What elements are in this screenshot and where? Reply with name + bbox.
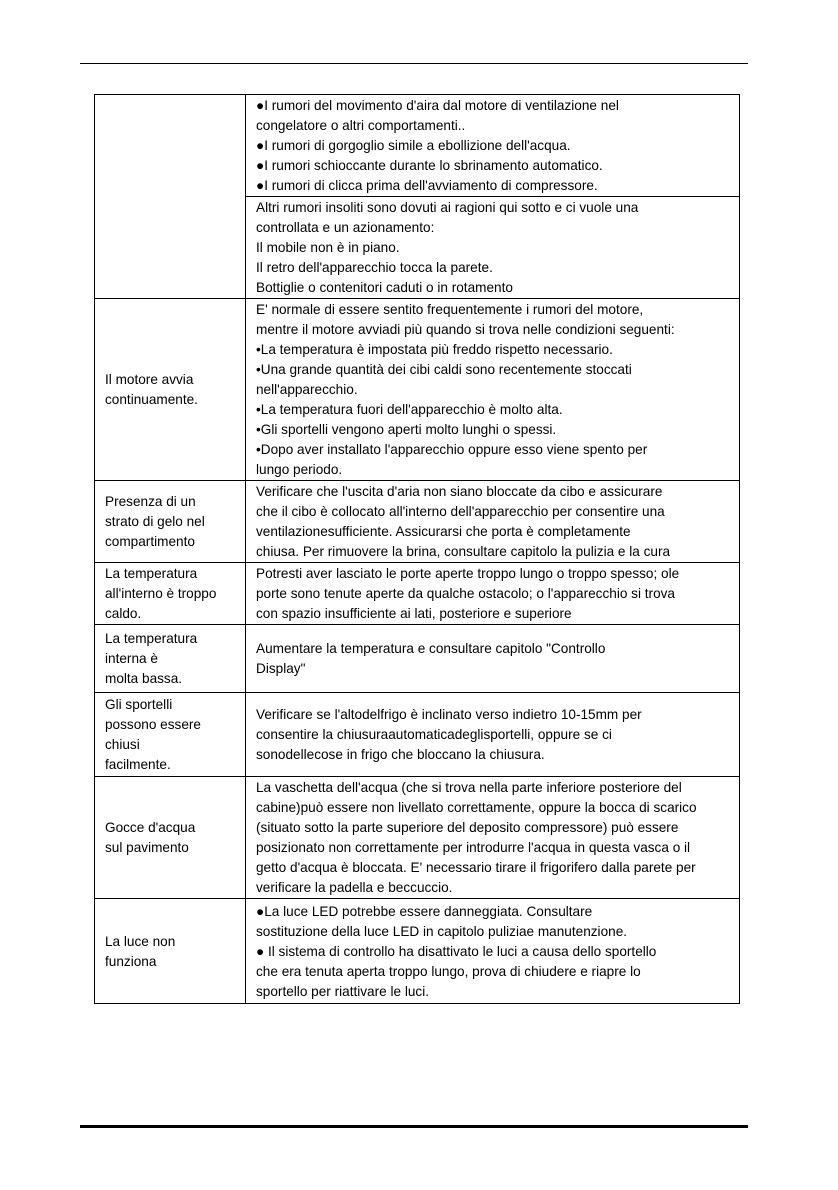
- problem-line: chiusi: [105, 737, 140, 752]
- problem-line: Presenza di un: [105, 494, 196, 509]
- solution-line: che era tenuta aperta troppo lungo, prova di chiudere e riapre lo: [256, 963, 641, 979]
- solution-line: ●I rumori del movimento d'aira dal motore di ventilazione nel: [256, 98, 619, 113]
- problem-line: sul pavimento: [105, 840, 189, 855]
- problem-line: La luce non: [105, 933, 176, 949]
- solution-line: porte sono tenute aperte da qualche ostacolo; o l'apparecchio si trova: [256, 586, 675, 601]
- solution-line: ● Il sistema di controllo ha disattivato le luci a causa dello sportello: [256, 943, 657, 959]
- problem-cell: [95, 899, 246, 1004]
- solution-line: •Una grande quantità dei cibi caldi sono recentemente stoccati: [256, 362, 632, 377]
- solution-line: •La temperatura è impostata più freddo rispetto necessario.: [256, 342, 613, 357]
- table-row: [95, 625, 740, 693]
- solution-line: ●I rumori di gorgoglio simile a ebollizione dell'acqua.: [256, 138, 571, 153]
- problem-line: Il motore avvia: [105, 372, 194, 387]
- solution-line: Aumentare la temperatura e consultare capitolo "Controllo: [256, 641, 606, 656]
- solution-line: Bottiglie o contenitori caduti o in rotamento: [256, 280, 513, 295]
- solution-cell: [246, 693, 740, 777]
- problem-line: molta bassa.: [105, 671, 183, 686]
- solution-line: Il mobile non è in piano.: [256, 240, 400, 255]
- problem-cell: [95, 95, 246, 299]
- problem-line: caldo.: [105, 606, 142, 621]
- problem-line: all'interno è troppo: [105, 586, 217, 601]
- solution-line: controllata e un azionamento:: [256, 220, 435, 235]
- solution-line: posizionato non correttamente per introdurre l'acqua in questa vasca o il: [256, 840, 691, 855]
- solution-cell: [246, 481, 740, 563]
- solution-line: con spazio insufficiente ai lati, posteriore e superiore: [256, 606, 572, 621]
- solution-line: chiusa. Per rimuovere la brina, consultare capitolo la pulizia e la cura: [256, 544, 671, 559]
- solution-line: mentre il motore avviadi più quando si trova nelle condizioni seguenti:: [256, 322, 675, 337]
- problem-line: funziona: [105, 953, 157, 969]
- solution-cell: [246, 299, 740, 481]
- header-rule: [80, 63, 748, 64]
- problem-line: possono essere: [105, 717, 201, 732]
- table-row: [95, 481, 740, 563]
- problem-cell: [95, 481, 246, 563]
- solution-cell: [246, 563, 740, 625]
- solution-line: cabine)può essere non livellato correttamente, oppure la bocca di scarico: [256, 800, 697, 815]
- problem-line: La temperatura: [105, 631, 198, 646]
- problem-line: interna è: [105, 651, 158, 666]
- solution-cell: [246, 625, 740, 693]
- solution-cell: [246, 899, 740, 1004]
- solution-cell: [246, 777, 740, 899]
- solution-line: lungo periodo.: [256, 462, 343, 477]
- solution-line: Verificare che l'uscita d'aria non siano bloccate da cibo e assicurare: [256, 484, 663, 499]
- problem-line: strato di gelo nel: [105, 514, 205, 529]
- solution-line: sostituzione della luce LED in capitolo puliziae manutenzione.: [256, 923, 628, 939]
- solution-line: che il cibo è collocato all'interno dell'apparecchio per consentire una: [256, 504, 665, 519]
- solution-cell: [246, 95, 740, 197]
- solution-line: Il retro dell'apparecchio tocca la parete.: [256, 260, 493, 275]
- problem-line: La temperatura: [105, 566, 198, 581]
- solution-line: ventilazionesufficiente. Assicurarsi che porta è completamente: [256, 524, 631, 539]
- problem-line: Gli sportelli: [105, 697, 173, 712]
- problem-cell: [95, 299, 246, 481]
- solution-line: ●La luce LED potrebbe essere danneggiata. Consultare: [256, 903, 593, 919]
- solution-line: nell'apparecchio.: [256, 382, 358, 397]
- problem-cell: [95, 625, 246, 693]
- solution-line: Altri rumori insoliti sono dovuti ai ragioni qui sotto e ci vuole una: [256, 200, 639, 215]
- table-row: [95, 693, 740, 777]
- problem-line: facilmente.: [105, 757, 171, 772]
- solution-line: La vaschetta dell'acqua (che si trova nella parte inferiore posteriore del: [256, 780, 682, 795]
- solution-line: sonodellecose in frigo che bloccano la chiusura.: [256, 747, 545, 762]
- solution-line: •Gli sportelli vengono aperti molto lunghi o spessi.: [256, 422, 557, 437]
- solution-line: getto d'acqua è bloccata. E' necessario tirare il frigorifero dalla parete per: [256, 860, 696, 875]
- solution-line: consentire la chiusuraautomaticadeglisportelli, oppure se ci: [256, 727, 612, 742]
- solution-line: •Dopo aver installato l'apparecchio oppure esso viene spento per: [256, 442, 648, 457]
- solution-line: Display": [256, 661, 306, 676]
- problem-line: compartimento: [105, 534, 195, 549]
- troubleshooting-table: [94, 94, 740, 1004]
- table-row: [95, 563, 740, 625]
- solution-cell: [246, 197, 740, 299]
- problem-cell: [95, 693, 246, 777]
- problem-line: Gocce d'acqua: [105, 820, 196, 835]
- table-row: [95, 899, 740, 1004]
- solution-line: •La temperatura fuori dell'apparecchio è molto alta.: [256, 402, 563, 417]
- table-row: [95, 95, 740, 197]
- solution-line: verificare la padella e beccuccio.: [256, 880, 453, 895]
- problem-cell: [95, 777, 246, 899]
- table-row: [95, 299, 740, 481]
- solution-line: (situato sotto la parte superiore del deposito compressore) può essere: [256, 820, 679, 835]
- solution-line: E' normale di essere sentito frequentemente i rumori del motore,: [256, 302, 644, 317]
- solution-line: Verificare se l'altodelfrigo è inclinato verso indietro 10-15mm per: [256, 707, 642, 722]
- solution-line: congelatore o altri comportamenti..: [256, 118, 466, 133]
- problem-line: continuamente.: [105, 392, 198, 407]
- table-row: [95, 777, 740, 899]
- problem-cell: [95, 563, 246, 625]
- footer-rule: [80, 1125, 748, 1128]
- solution-line: sportello per riattivare le luci.: [256, 983, 430, 999]
- solution-line: ●I rumori di clicca prima dell'avviamento di compressore.: [256, 178, 598, 193]
- solution-line: Potresti aver lasciato le porte aperte troppo lungo o troppo spesso; ole: [256, 566, 680, 581]
- solution-line: ●I rumori schioccante durante lo sbrinamento automatico.: [256, 158, 603, 173]
